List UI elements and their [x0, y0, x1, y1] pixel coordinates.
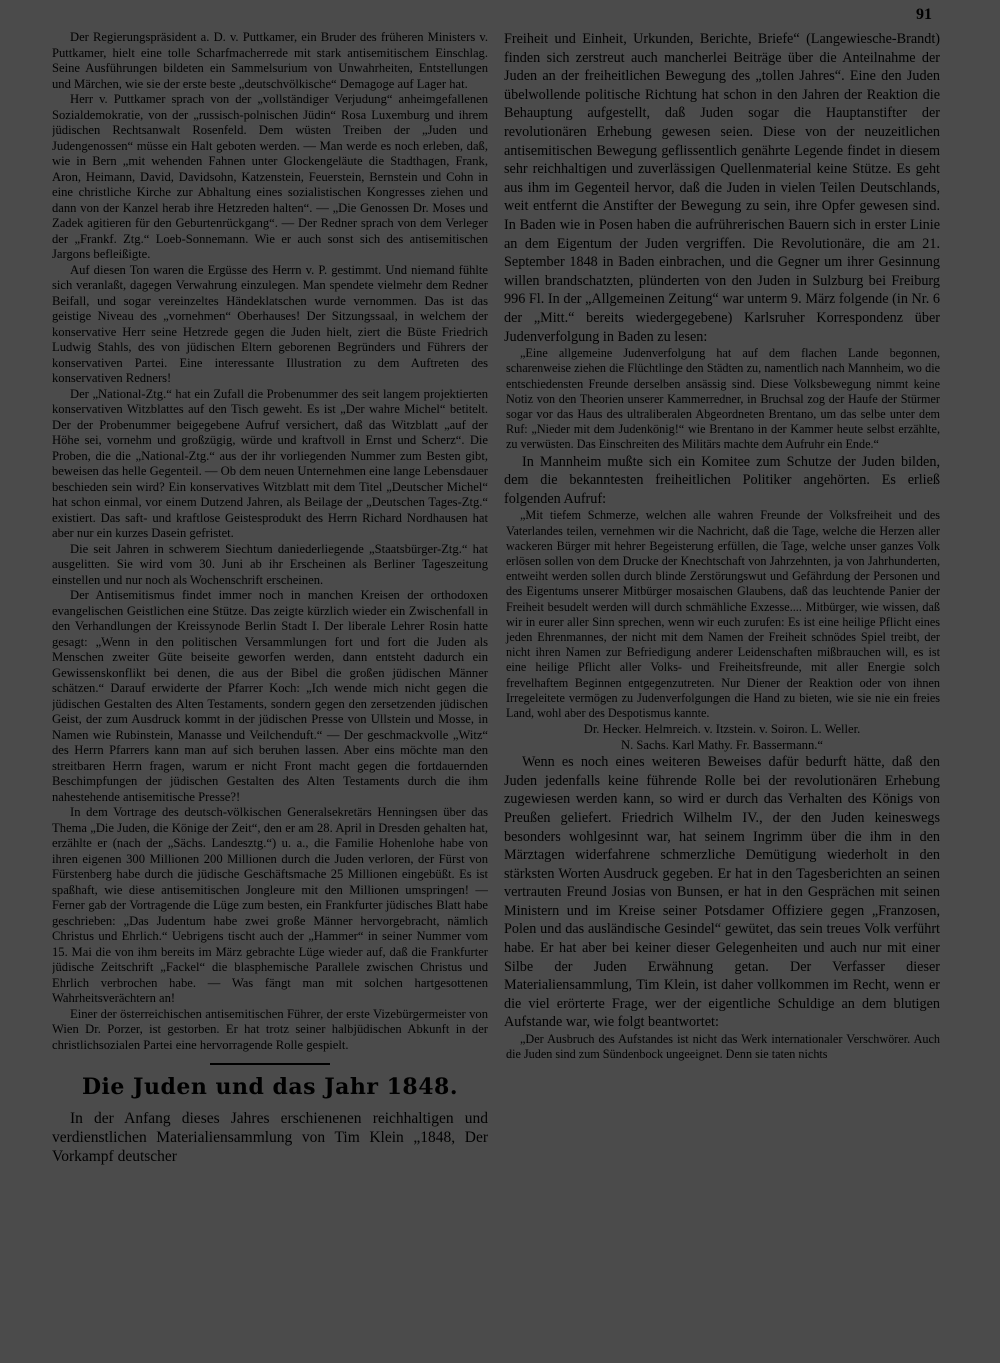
left-column — [52, 30, 488, 1348]
paragraph: Einer der österreichischen antisemitischen Führer, der erste Vizebürgermeister von Wien Dr. Porzer, ist gestorben. Er hat trotz seiner halbjüdischen Abkunft in der christlichsozialen Partei eine hervorragende Rolle gespielt. — [52, 1006, 488, 1052]
quotation-block — [504, 1032, 940, 1062]
newspaper-page — [52, 30, 940, 1348]
paragraph: In dem Vortrage des deutsch-völkischen Generalsekretärs Henningsen über das Thema „Die Juden, die Könige der Zeit“, den er am 28. April in Dresden gehalten hat, erzählte er (nach der „Sächs. Landesztg.“) u. a., die Familie Hohenlohe habe von ihren eigenen 300 Millionen 200 Millionen durch die Juden verloren, der Fürst von Fürstenberg habe durch die jüdische Geschäftsmache 25 Millionen eingebüßt. Es ist spaßhaft, wie diese antisemitischen Jongleure mit den Millionen umspringen! — Ferner gab der Vortragende die Lüge zum besten, ein Frankfurter jüdisches Blatt habe geschrieben: „Das Judentum habe zwei große Männer hervorgebracht, nämlich Christus und Ehrlich.“ Uebrigens tischt auch der „Hammer“ in seiner Nummer vom 15. Mai die von ihm bereits im März gebrachte Lüge wieder auf, daß die Frankfurter jüdische Zeitschrift „Fackel“ die blasphemische Parallele zwischen Christus und Ehrlich verbrochen habe. — Was fängt man mit solchen hartgesottenen Wahrheitsverächtern an! — [52, 805, 488, 1005]
paragraph: Der Regierungspräsident a. D. v. Puttkamer, ein Bruder des früheren Ministers v. Puttkamer, hielt eine tolle Scharfmacherrede mit stark antisemitischem Einschlag. Seine Ausführungen bildeten ein Sammelsurium von Unwahrheiten, Entstellungen und Märchen, wie sie der erste beste „deutschvölkische“ Demagoge auf Lager hat. — [52, 30, 488, 91]
paragraph: Der „National-Ztg.“ hat ein Zufall die Probenummer des seit langem projektierten konservativen Witzblattes auf den Tisch geweht. Es ist „Der wahre Michel“ betitelt. Der der Probenummer beigegebene Aufruf versichert, daß das Witzblatt „auf der Höhe sei, vornehm und großzügig, würde und kraftvoll in Ernst und Scherz“. Die Proben, die die „National-Ztg.“ aus der ihr vorliegenden Nummer zum Besten gibt, beweisen das helle Gegenteil. — Ob dem neuen Unternehmen eine lange Lebensdauer beschieden sein wird? Ein konservatives Witzblatt mit dem Titel „Deutscher Michel“ hat schon einmal, vor einem Dutzend Jahren, als Beilage der „Deutschen Tages-Ztg.“ existiert. Das saft- und kraftlose Geistesprodukt des Herrn Richard Nordhausen hat aber nur ein kurzes Dasein gefristet. — [52, 386, 488, 540]
paragraph: Herr v. Puttkamer sprach von der „vollständiger Verjudung“ anheimgefallenen Sozialdemokratie, von der „russisch-polnischen Jüdin“ Rosa Luxemburg und ihrem jüdischen Rechtsanwalt Rosenfeld. Dem wüsten Treiben der „Juden und Judengenossen“ müsse ein Halt geboten werden. — Man werde es noch erleben, daß, wie in Bern „mit wehenden Fahnen unter Glockengeläute die Stadthagen, Frank, Aron, Heimann, David, Davidsohn, Katzenstein, Feuerstein, Bernstein und Cohn in eine christliche Kirche zur Abhaltung eines sozialistischen Kongresses ziehen und dann von der Kanzel herab ihre Hetzreden halten“. — „Die Genossen Dr. Moses und Zadek agitieren für den Geburtenrückgang“. — Der Redner sprach von dem Verleger der „Frankf. Ztg.“ Loeb-Sonnemann. Wie er auch sonst sich des antisemitischen Jargons befleißigte. — [52, 92, 488, 261]
page-number: 91 — [916, 6, 932, 23]
paragraph: In Mannheim mußte sich ein Komitee zum Schutze der Juden bilden, dem die bekanntesten freiheitlichen Politiker angehörten. Es erließ folgenden Aufruf: — [504, 453, 940, 507]
right-column — [504, 30, 940, 1348]
paragraph: Die seit Jahren in schwerem Siechtum daniederliegende „Staatsbürger-Ztg.“ hat ausgelitten. Sie wird vom 30. Juni ab ihr Erscheinen als Berliner Tageszeitung einstellen und nur noch als Wochenschrift erscheinen. — [52, 541, 488, 587]
paragraph: Freiheit und Einheit, Urkunden, Berichte, Briefe“ (Langewiesche-Brandt) finden sich zerstreut auch mancherlei Beiträge über die Anteilnahme der Juden an der freiheitlichen Bewegung des „tollen Jahres“. Eine den Juden übelwollende politische Richtung hat schon in den Jahren der Reaktion die Behauptung aufgestellt, daß Juden sogar die Hauptanstifter der revolutionären Erhebung gewesen seien. Diese von der neuzeitlichen antisemitischen Bewegung geflissentlich genährte Legende findet in diesem sehr reichhaltigen und zuverlässigen Quellenmaterial keine Stütze. Es geht aus ihm im Gegenteil hervor, daß die Juden in vielen Teilen Deutschlands, weit entfernt die Anstifter der Bewegung zu sein, ihre Opfer gewesen sind. In Baden wie in Posen haben die aufrührerischen Bauern sich in erster Linie an dem Eigentum der Juden vergriffen. Die Revolutionäre, die am 21. September 1848 in Baden einbrachen, und die Gegner um ihrer Gesinnung willen brandschatzten, plünderten von den Juden in Sulzburg bei Freiburg 996 Fl. In der „Allgemeinen Zeitung“ war unterm 9. März folgende (in Nr. 6 der „Mitt.“ bereits wiedergegebene) Karlsruher Korrespondenz über Judenverfolgung in Baden zu lesen: — [504, 31, 940, 345]
quotation: „Der Ausbruch des Aufstandes ist nicht das Werk internationaler Verschwörer. Auch die Juden sind zum Sündenbock ungeeignet. Denn sie taten nichts — [506, 1032, 940, 1062]
signature-line: N. Sachs. Karl Mathy. Fr. Bassermann.“ — [620, 738, 824, 753]
quotation: „Mit tiefem Schmerze, welchen alle wahren Freunde der Volksfreiheit und des Vaterlandes teilen, vernehmen wir die Nachricht, daß die Tage, welche die Herzen aller wackeren Bürger mit hehrer Begeisterung erfüllen, die Tage, welche unser ganzes Volk erlösen sollen von dem Drucke der Knechtschaft von Jahrzehnten, ja von Jahrhunderten, entweiht werden sollen durch blinde Zerstörungswut und Gefährdung der Personen und des Eigentums unserer Mitbürger mosaischen Glaubens, daß das leuchtende Panier der Freiheit besudelt werden will durch schmähliche Exzesse.... Mitbürger, wie wissen, daß wir in eurer aller Sinn sprechen, wenn wir euch zurufen: Es ist eine heilige Pflicht eines jeden Ehrenmannes, der nicht mit dem Namen der Freiheit schnödes Spiel treibt, der nicht ihren Namen zur Befriedigung anderer Leidenschaften mißbrauchen will, es ist eine heilige Pflicht aller Volks- und Freiheitsfreunde, mit aller Energie solch frevelhaftem Beginnen entgegenzutreten. Nur Diener der Reaktion oder von ihnen Irregeleitete vermögen zu Judenverfolgungen die Hand zu bieten, wie sie nie ein freies Land, wohl aber des Despotismus kannte. — [506, 508, 940, 720]
appeal-block — [504, 508, 940, 721]
signature-line: Dr. Hecker. Helmreich. v. Itzstein. v. Soiron. L. Weller. — [583, 722, 861, 737]
section-divider — [210, 1063, 330, 1065]
section-heading: Die Juden und das Jahr 1848. — [81, 1074, 459, 1100]
quotation: „Eine allgemeine Judenverfolgung hat auf dem flachen Lande begonnen, scharenweise ziehen die Flüchtlinge den Städten zu, namentlich nach Mannheim, wo die entschiedensten Freunde derselben ansässig sind. Diese Volksbewegung nimmt keine Notiz von den Theorien unserer Kammerredner, in Bruchsal zog der Haufe der Stürmer sogar vor das Haus des ultraliberalen Abgeordneten Brentano, um das selbe unter dem Ruf: „Nieder mit dem Judenkönig!“ wie Brentano in der Kammer heute selbst erzählte, zu verwüsten. Das Einschreiten des Militärs machte dem Aufruhr ein Ende.“ — [506, 346, 940, 452]
paragraph: Auf diesen Ton waren die Ergüsse des Herrn v. P. gestimmt. Und niemand fühlte sich veranlaßt, dagegen Verwahrung einzulegen. Man spendete vielmehr dem Redner Beifall, und sogar vereinzeltes Händeklatschen wurde vernommen. Das ist das geistige Niveau des „vornehmen“ Oberhauses! Der Sitzungssaal, in welchem der konservative Herr seine Hetzrede gegen die Juden hielt, ziert die Büste Friedrich Ludwig Stahls, des von jüdischen Eltern geborenen Begründers und Führers der konservativen Partei. Eine interessante Illustration zu dem Auftreten des konservativen Redners! — [52, 262, 488, 385]
paragraph: Der Antisemitismus findet immer noch in manchen Kreisen der orthodoxen evangelischen Geistlichen eine Stütze. Das zeigte kürzlich wieder ein Zwischenfall in den Verhandlungen der Kreissynode Berlin Stadt I. Der liberale Lehrer Rosin hatte gesagt: „Wenn in den politischen Versammlungen fort und fort die Juden als Menschen zweiter Güte beiseite geworfen werden, dann entsteht dadurch ein Gewissenskonflikt bei denen, die aus der Bibel die großen jüdischen Männer schätzen.“ Darauf erwiderte der Pfarrer Koch: „Ich wende mich nicht gegen die jüdischen Gestalten des Alten Testaments, sondern gegen den zersetzenden jüdischen Geist, der zum Ausdruck kommt in der jüdischen Presse von Ullstein und Mosse, in Namen wie Rubinstein, Manasse und Veilchenduft.“ — Der geschmackvolle „Witz“ des Herrn Pfarrers kann man auf sich beruhen lassen. Aber eins möchte man den streitbaren Herrn fragen, warum er nicht Front macht gegen die fortdauernden Beschimpfungen der jüdischen Gestalten des Alten Testaments durch die ihm nahestehende antisemitische Presse?! — [52, 588, 488, 804]
quotation-block — [504, 346, 940, 452]
paragraph: Wenn es noch eines weiteren Beweises dafür bedurft hätte, daß den Juden jedenfalls keine führende Rolle bei der revolutionären Erhebung zugewiesen werden kann, so wird er durch das Verhalten des Königs von Preußen geliefert. Friedrich Wilhelm IV., der den Juden keineswegs besonders wohlgesinnt war, hat seinem Ingrimm über die ihm in den Märztagen widerfahrene schmerzliche Demütigung wiederholt in den stärksten Worten Ausdruck gegeben. Er hat in den Tagesberichten an seinen vertrauten Freund Josias von Bunsen, er hat in den Gesprächen mit seinen Ministern und im Kreise seiner Potsdamer Offiziere gegen „Franzosen, Polen und das ausländische Gesindel“ gewütet, das sein treues Volk verführt habe. Er hat aber bei keiner dieser Gelegenheiten und auch nur mit einer Silbe der Juden Erwähnung getan. Der Verfasser dieser Materialiensammlung, Tim Klein, ist daher vollkommen im Recht, wenn er die viel erörterte Frage, wer der eigentliche Schuldige an dem blutigen Aufstande war, wie folgt beantwortet: — [504, 754, 940, 1031]
paragraph: In der Anfang dieses Jahres erschienenen reichhaltigen und verdienstlichen Materialiensammlung von Tim Klein „1848, Der Vorkampf deutscher — [52, 1110, 488, 1165]
